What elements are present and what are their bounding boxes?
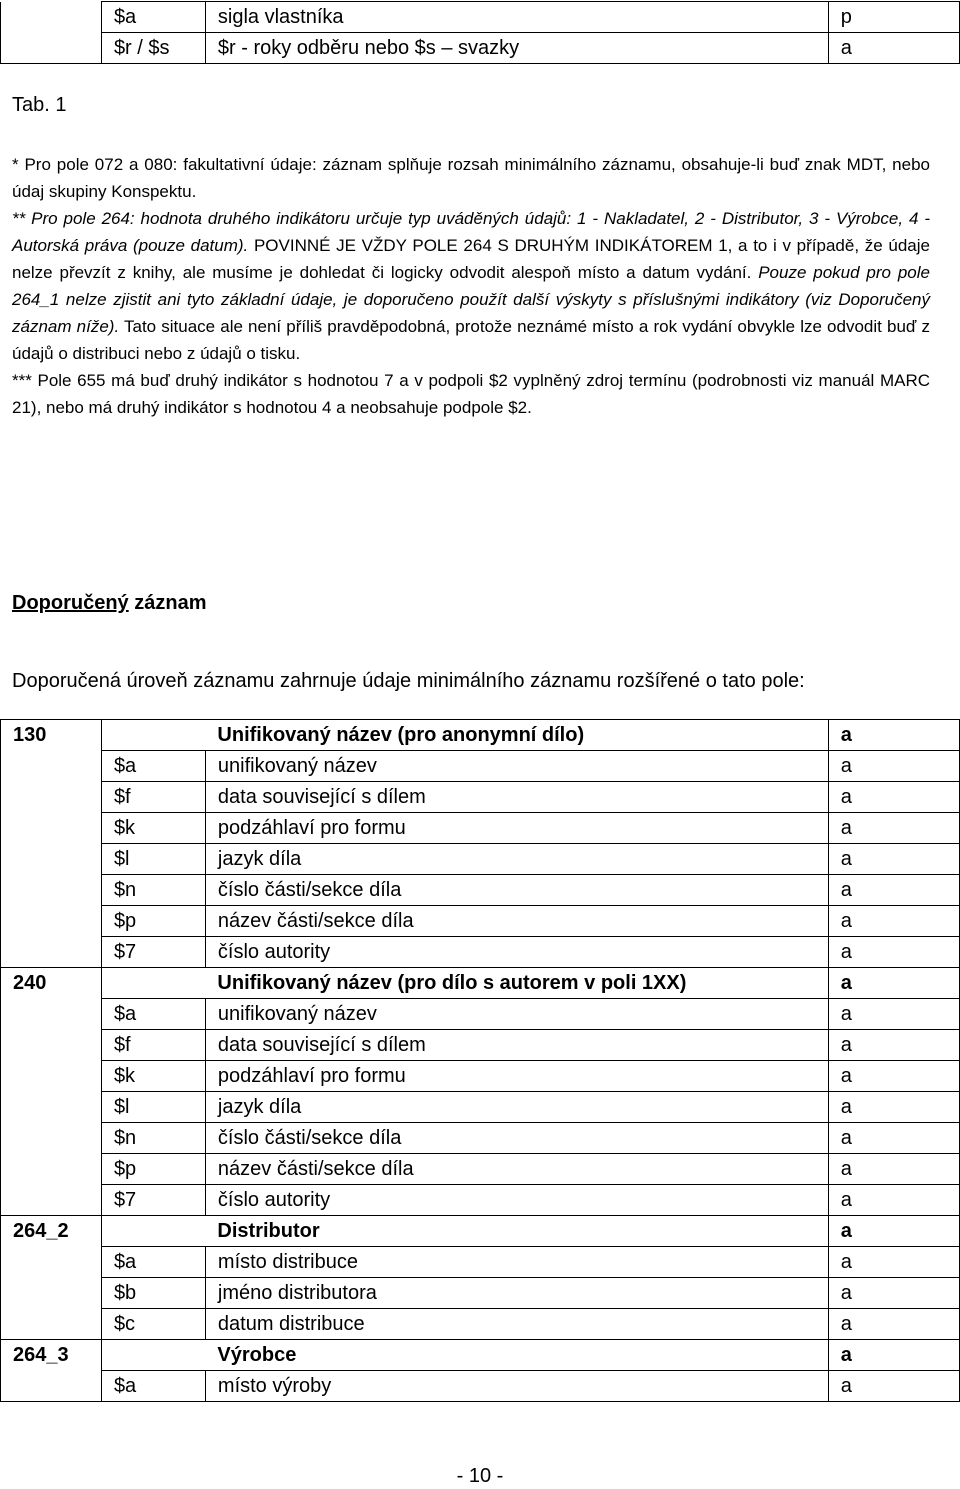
field-description: podzáhlaví pro formu (205, 1061, 828, 1092)
field-description: místo výroby (205, 1371, 828, 1402)
table-row (1, 1185, 960, 1216)
page-number: - 10 - (456, 1465, 504, 1487)
field-description: Výrobce (205, 1340, 828, 1371)
subfield-code: $l (101, 844, 205, 875)
requirement-level: a (828, 875, 959, 906)
field-description: unifikovaný název (205, 751, 828, 782)
requirement-level: a (828, 999, 959, 1030)
table-row (1, 1092, 960, 1123)
note-1: * Pro pole 072 a 080: fakultativní údaje: záznam splňuje rozsah minimálního záznamu, obsahuje-li buď znak MDT, nebo údaj skupiny Konspektu. (12, 155, 930, 201)
field-description: $r - roky odběru nebo $s – svazky (205, 33, 828, 64)
subfield-code: $a (101, 999, 205, 1030)
field-description: jazyk díla (205, 1092, 828, 1123)
table-row (1, 844, 960, 875)
subfield-code (101, 720, 205, 751)
table-row (1, 1247, 960, 1278)
requirement-level: a (828, 813, 959, 844)
subfield-code: $l (101, 1092, 205, 1123)
footnotes (12, 151, 930, 421)
table-caption: Tab. 1 (12, 94, 67, 116)
field-tag: 240 (1, 968, 102, 999)
subfield-code: $f (101, 1030, 205, 1061)
field-tag (1, 1247, 102, 1278)
subfield-code: $a (101, 2, 205, 33)
field-description: číslo autority (205, 1185, 828, 1216)
top-fields-table (0, 1, 960, 64)
requirement-level: a (828, 1309, 959, 1340)
field-tag: 264_3 (1, 1340, 102, 1371)
field-tag (1, 875, 102, 906)
section-heading (12, 592, 207, 615)
requirement-level: a (828, 906, 959, 937)
section-intro: Doporučená úroveň záznamu zahrnuje údaje minimálního záznamu rozšířené o tato pole: (12, 670, 805, 692)
requirement-level: a (828, 1030, 959, 1061)
note-2-mandatory: POVINNÉ JE VŽDY POLE 264 S DRUHÝM INDIKÁTOREM 1, a to i v případě, že údaje nelze převzít z knihy, ale musíme je dohledat či logicky odvodit alespoň místo a datum vydání. (12, 236, 930, 282)
table-row (1, 999, 960, 1030)
requirement-level: a (828, 720, 959, 751)
subfield-code: $f (101, 782, 205, 813)
table-row (1, 1030, 960, 1061)
requirement-level: a (828, 1278, 959, 1309)
table-row (1, 1061, 960, 1092)
field-description: název části/sekce díla (205, 906, 828, 937)
subfield-code: $n (101, 875, 205, 906)
field-description: data související s dílem (205, 1030, 828, 1061)
table-row (1, 751, 960, 782)
field-tag (1, 813, 102, 844)
requirement-level: a (828, 1340, 959, 1371)
field-description: číslo autority (205, 937, 828, 968)
field-description: Unifikovaný název (pro dílo s autorem v poli 1XX) (205, 968, 828, 999)
field-tag (1, 1278, 102, 1309)
subfield-code (101, 968, 205, 999)
note-2-other: Pouze pokud pro pole 264_1 nelze zjistit ani tyto základní údaje, je doporučeno použít další výskyty s příslušnými indikátory (viz Doporučený záznam níže). (12, 263, 930, 336)
requirement-level: a (828, 968, 959, 999)
field-description: data související s dílem (205, 782, 828, 813)
field-tag: 130 (1, 720, 102, 751)
field-description: unifikovaný název (205, 999, 828, 1030)
section-heading-rest: záznam (128, 592, 207, 614)
table-row (1, 782, 960, 813)
subfield-code: $a (101, 751, 205, 782)
field-description: sigla vlastníka (205, 2, 828, 33)
requirement-level: a (828, 1061, 959, 1092)
table-row (1, 937, 960, 968)
field-description: název části/sekce díla (205, 1154, 828, 1185)
requirement-level: a (828, 1154, 959, 1185)
field-tag (1, 2, 102, 33)
requirement-level: a (828, 1092, 959, 1123)
field-description: Unifikovaný název (pro anonymní dílo) (205, 720, 828, 751)
subfield-code: $c (101, 1309, 205, 1340)
table-row (1, 968, 960, 999)
requirement-level: a (828, 1371, 959, 1402)
note-2-intro: ** Pro pole 264: hodnota druhého indikátoru určuje typ uváděných údajů: 1 - Nakladatel, 2 - Distributor, 3 - Výrobce, 4 - Autorská práva (pouze datum). (12, 209, 930, 255)
field-tag (1, 1309, 102, 1340)
subfield-code: $7 (101, 1185, 205, 1216)
field-tag (1, 1061, 102, 1092)
requirement-level: a (828, 937, 959, 968)
table-row (1, 906, 960, 937)
note-3: *** Pole 655 má buď druhý indikátor s hodnotou 7 a v podpoli $2 vyplněný zdroj termínu (podrobnosti viz manuál MARC 21), nebo má druhý indikátor s hodnotou 4 a neobsahuje podpole $2. (12, 371, 930, 417)
subfield-code: $a (101, 1371, 205, 1402)
subfield-code (101, 1340, 205, 1371)
field-tag (1, 1185, 102, 1216)
field-description: podzáhlaví pro formu (205, 813, 828, 844)
field-description: jméno distributora (205, 1278, 828, 1309)
field-tag (1, 1030, 102, 1061)
table-row (1, 1309, 960, 1340)
table-row (1, 1216, 960, 1247)
subfield-code: $p (101, 906, 205, 937)
subfield-code (101, 1216, 205, 1247)
requirement-level: a (828, 1185, 959, 1216)
requirement-level: a (828, 782, 959, 813)
field-tag (1, 906, 102, 937)
field-description: místo distribuce (205, 1247, 828, 1278)
field-description: Distributor (205, 1216, 828, 1247)
requirement-level: a (828, 1123, 959, 1154)
table-row (1, 2, 960, 33)
table-row (1, 1340, 960, 1371)
subfield-code: $r / $s (101, 33, 205, 64)
field-description: jazyk díla (205, 844, 828, 875)
field-tag (1, 1371, 102, 1402)
subfield-code: $a (101, 1247, 205, 1278)
subfield-code: $p (101, 1154, 205, 1185)
table-row (1, 1123, 960, 1154)
subfield-code: $k (101, 813, 205, 844)
field-tag (1, 751, 102, 782)
recommended-fields-table (0, 719, 960, 1402)
field-tag (1, 1123, 102, 1154)
field-tag (1, 844, 102, 875)
table-row (1, 1278, 960, 1309)
table-row (1, 875, 960, 906)
requirement-level: a (828, 1247, 959, 1278)
requirement-level: a (828, 1216, 959, 1247)
section-heading-underlined: Doporučený (12, 592, 129, 614)
field-tag (1, 1092, 102, 1123)
table-row (1, 33, 960, 64)
field-tag: 264_2 (1, 1216, 102, 1247)
note-2 (12, 205, 930, 367)
note-2-situation: Tato situace ale není příliš pravděpodobná, protože neznámé místo a rok vydání obvykle lze odvodit buď z údajů o distribuci nebo z údajů o tisku. (12, 317, 930, 363)
field-description: datum distribuce (205, 1309, 828, 1340)
requirement-level: a (828, 751, 959, 782)
subfield-code: $b (101, 1278, 205, 1309)
field-description: číslo části/sekce díla (205, 875, 828, 906)
main-table-body (1, 720, 960, 1402)
subfield-code: $7 (101, 937, 205, 968)
table-row (1, 720, 960, 751)
subfield-code: $n (101, 1123, 205, 1154)
field-tag (1, 33, 102, 64)
field-tag (1, 999, 102, 1030)
requirement-level: p (828, 2, 959, 33)
table-row (1, 1371, 960, 1402)
requirement-level: a (828, 33, 959, 64)
field-tag (1, 1154, 102, 1185)
field-description: číslo části/sekce díla (205, 1123, 828, 1154)
table-row (1, 1154, 960, 1185)
table-row (1, 813, 960, 844)
field-tag (1, 937, 102, 968)
requirement-level: a (828, 844, 959, 875)
subfield-code: $k (101, 1061, 205, 1092)
field-tag (1, 782, 102, 813)
top-table-body (1, 2, 960, 64)
